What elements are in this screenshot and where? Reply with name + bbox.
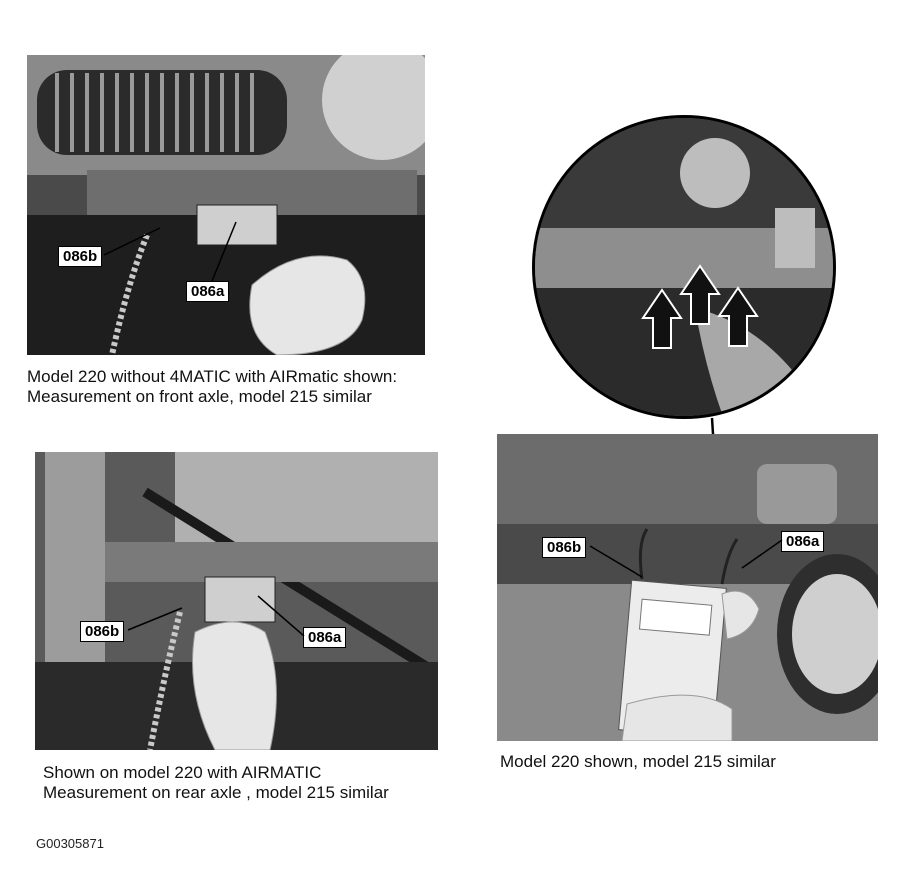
rear-caption-line1: Shown on model 220 with AIRMATIC <box>43 763 322 782</box>
tester-callout-086b: 086b <box>542 537 586 558</box>
rear-axle-illustration <box>35 452 438 750</box>
magnifier-illustration <box>535 118 836 419</box>
front-caption-line2: Measurement on front axle, model 215 similar <box>27 387 372 406</box>
bellows-boot-shape <box>37 70 287 155</box>
rear-callout-086a: 086a <box>303 627 346 648</box>
tester-photo <box>497 434 878 741</box>
front-axle-photo <box>27 55 425 355</box>
rear-caption-line2: Measurement on rear axle , model 215 similar <box>43 783 389 802</box>
front-caption-line1: Model 220 without 4MATIC with AIRmatic shown: <box>27 367 398 386</box>
front-callout-086a: 086a <box>186 281 229 302</box>
tester-illustration <box>497 434 878 741</box>
front-axle-illustration <box>27 55 425 355</box>
tester-callout-086a: 086a <box>781 531 824 552</box>
figure-id: G00305871 <box>36 836 104 851</box>
front-callout-086b: 086b <box>58 246 102 267</box>
rear-callout-086b: 086b <box>80 621 124 642</box>
rear-axle-photo <box>35 452 438 750</box>
detail-magnifier <box>532 115 836 419</box>
tester-caption: Model 220 shown, model 215 similar <box>500 752 776 771</box>
